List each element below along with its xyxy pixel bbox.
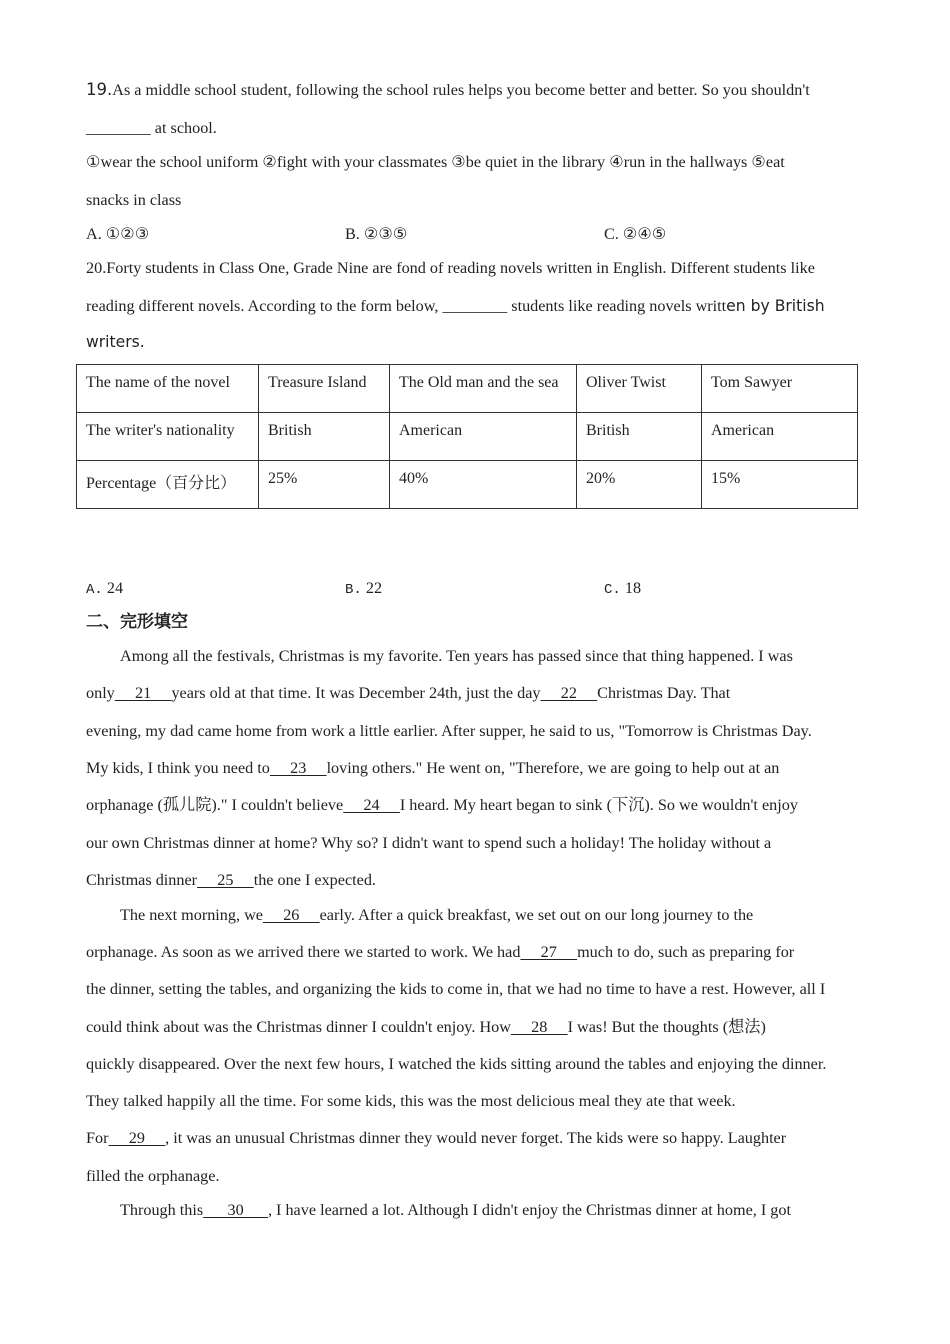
q19-items-line-2: snacks in class bbox=[86, 191, 182, 209]
q20-option-a[interactable] bbox=[86, 578, 123, 600]
blank-23[interactable]: 23 bbox=[269, 759, 327, 777]
table-cell: Percentage（百分比） bbox=[77, 461, 259, 509]
passage-line: our own Christmas dinner at home? Why so? I didn't want to spend such a holiday! The holiday without a bbox=[86, 834, 772, 852]
blank-28[interactable]: 28 bbox=[510, 1018, 568, 1036]
blank-24[interactable]: 24 bbox=[343, 796, 400, 814]
q19-option-b[interactable] bbox=[345, 224, 407, 244]
table-cell: The name of the novel bbox=[77, 365, 259, 413]
table-cell: British bbox=[577, 413, 702, 461]
passage-text: orphanage. As soon as we arrived there we started to work. We had bbox=[86, 943, 521, 961]
passage-line bbox=[86, 1017, 766, 1037]
blank-26[interactable]: 26 bbox=[262, 906, 320, 924]
q19-option-c[interactable] bbox=[604, 224, 666, 244]
passage-text: much to do, such as preparing for bbox=[577, 943, 795, 961]
passage-line bbox=[86, 870, 376, 890]
option-label: A. bbox=[86, 582, 103, 598]
passage-line bbox=[120, 1200, 791, 1220]
q20-stem-line-3: writers. bbox=[86, 333, 145, 351]
passage-text: I was! But the thoughts (想法) bbox=[567, 1018, 766, 1036]
passage-line: They talked happily all the time. For some kids, this was the most delicious meal they ate that week. bbox=[86, 1092, 736, 1110]
passage-line bbox=[86, 795, 798, 815]
q20-option-b[interactable] bbox=[345, 578, 382, 600]
q20-stem-sans-part: en by British bbox=[726, 297, 825, 315]
option-label: C. bbox=[604, 225, 619, 243]
blank-25[interactable]: 25 bbox=[197, 871, 254, 889]
passage-line bbox=[86, 758, 779, 778]
table-row bbox=[77, 365, 858, 413]
q20-stem-serif-part: reading different novels. According to the form below, ________ students like reading novels writt bbox=[86, 297, 727, 315]
option-text: ①②③ bbox=[105, 225, 150, 243]
q20-stem-line-2 bbox=[86, 296, 825, 316]
passage-text: Christmas Day. That bbox=[597, 684, 731, 702]
table-row bbox=[77, 461, 858, 509]
passage-line: the dinner, setting the tables, and organizing the kids to come in, that we had no time to have a rest. However, all I bbox=[86, 980, 826, 998]
table-cell: 15% bbox=[702, 461, 858, 509]
table-cell: Oliver Twist bbox=[577, 365, 702, 413]
passage-text: early. After a quick breakfast, we set out on our long journey to the bbox=[319, 906, 754, 924]
passage-text: The next morning, we bbox=[120, 906, 263, 924]
passage-line bbox=[86, 683, 730, 703]
passage-text: For bbox=[86, 1129, 109, 1147]
novel-table bbox=[76, 364, 858, 509]
passage-line bbox=[86, 1128, 786, 1148]
passage-line bbox=[120, 905, 753, 925]
table-cell: Treasure Island bbox=[259, 365, 390, 413]
option-text: 22 bbox=[365, 579, 383, 597]
table-cell: 20% bbox=[577, 461, 702, 509]
table-cell: 40% bbox=[390, 461, 577, 509]
section-heading: 二、完形填空 bbox=[86, 612, 188, 632]
table-cell: 25% bbox=[259, 461, 390, 509]
option-label: B. bbox=[345, 225, 360, 243]
blank-30[interactable]: 30 bbox=[203, 1201, 268, 1219]
option-text: 18 bbox=[624, 579, 642, 597]
passage-text: years old at that time. It was December 24th, just the day bbox=[171, 684, 541, 702]
q19-number: 19. bbox=[86, 80, 113, 99]
passage-text: loving others." He went on, "Therefore, we are going to help out at an bbox=[326, 759, 780, 777]
option-label: A. bbox=[86, 225, 102, 243]
option-label: B. bbox=[345, 582, 362, 598]
passage-line: Among all the festivals, Christmas is my favorite. Ten years has passed since that thing happened. I was bbox=[120, 647, 793, 665]
blank-29[interactable]: 29 bbox=[108, 1129, 166, 1147]
passage-text: Christmas dinner bbox=[86, 871, 198, 889]
q19-stem-line-2: ________ at school. bbox=[86, 119, 217, 137]
passage-text: , I have learned a lot. Although I didn't enjoy the Christmas dinner at home, I got bbox=[267, 1201, 791, 1219]
q20-stem-line-1: 20.Forty students in Class One, Grade Nine are fond of reading novels written in English. Different students like bbox=[86, 259, 815, 277]
passage-text: orphanage (孤儿院)." I couldn't believe bbox=[86, 796, 344, 814]
q19-stem-line-1 bbox=[86, 80, 810, 100]
passage-line bbox=[86, 942, 794, 962]
blank-27[interactable]: 27 bbox=[520, 943, 578, 961]
passage-line: evening, my dad came home from work a little earlier. After supper, he said to us, "Tomorrow is Christmas Day. bbox=[86, 722, 812, 740]
passage-text: could think about was the Christmas dinner I couldn't enjoy. How bbox=[86, 1018, 511, 1036]
passage-text: only bbox=[86, 684, 115, 702]
q19-option-a[interactable] bbox=[86, 224, 149, 244]
table-cell: The writer's nationality bbox=[77, 413, 259, 461]
q19-items-line-1: ①wear the school uniform ②fight with your classmates ③be quiet in the library ④run in the hallways ⑤eat bbox=[86, 153, 785, 171]
table-cell: American bbox=[702, 413, 858, 461]
passage-text: the one I expected. bbox=[253, 871, 376, 889]
blank-22[interactable]: 22 bbox=[540, 684, 598, 702]
table-row bbox=[77, 413, 858, 461]
passage-text: , it was an unusual Christmas dinner they would never forget. The kids were so happy. Laughter bbox=[165, 1129, 787, 1147]
option-text: ②③⑤ bbox=[363, 225, 408, 243]
q19-stem-text: As a middle school student, following the school rules helps you become better and better. So you shouldn't bbox=[112, 81, 810, 99]
option-label: C. bbox=[604, 582, 621, 598]
q20-option-c[interactable] bbox=[604, 578, 641, 600]
blank-21[interactable]: 21 bbox=[114, 684, 172, 702]
passage-line: quickly disappeared. Over the next few hours, I watched the kids sitting around the tables and enjoying the dinner. bbox=[86, 1055, 827, 1073]
passage-text: My kids, I think you need to bbox=[86, 759, 270, 777]
table-cell: American bbox=[390, 413, 577, 461]
passage-text: I heard. My heart began to sink (下沉). So we wouldn't enjoy bbox=[399, 796, 798, 814]
option-text: ②④⑤ bbox=[622, 225, 667, 243]
table-cell: British bbox=[259, 413, 390, 461]
passage-text: Through this bbox=[120, 1201, 204, 1219]
option-text: 24 bbox=[106, 579, 124, 597]
passage-line: filled the orphanage. bbox=[86, 1167, 220, 1185]
table-cell: The Old man and the sea bbox=[390, 365, 577, 413]
table-cell: Tom Sawyer bbox=[702, 365, 858, 413]
